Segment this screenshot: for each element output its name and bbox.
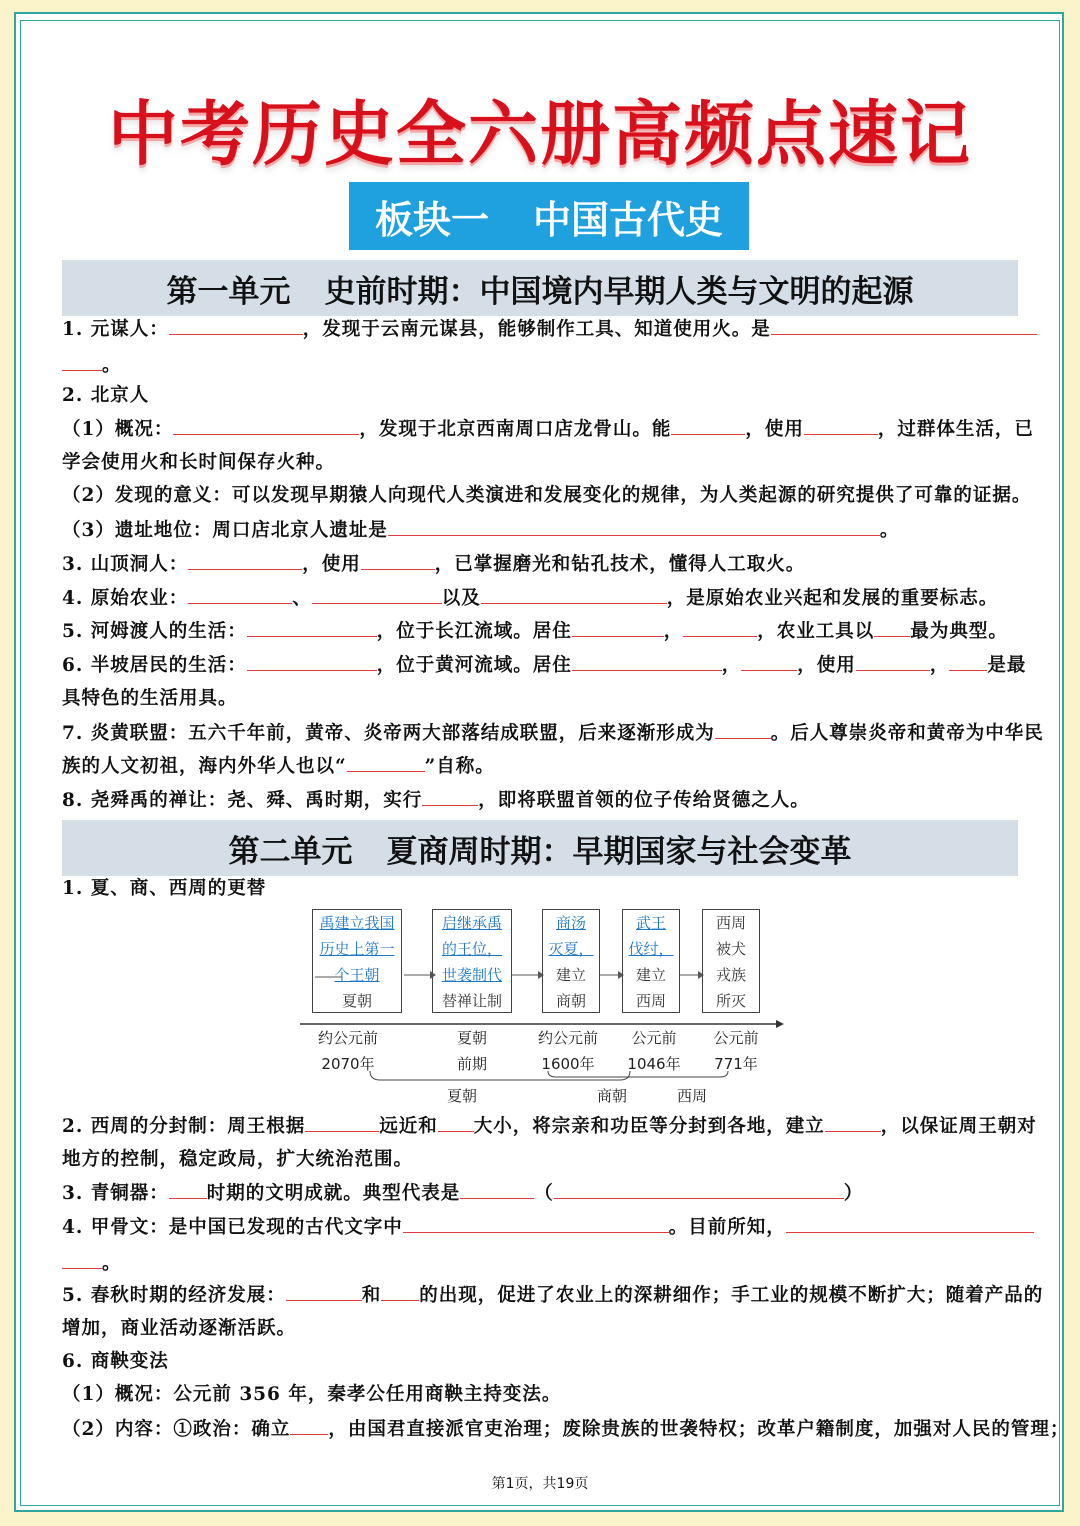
unit-1-header: [62, 260, 1018, 316]
timeline-tick-label: 771年: [714, 1055, 758, 1073]
event-box-line: 的王位，: [441, 940, 502, 958]
event-box-line: 替禅让制: [441, 992, 502, 1010]
u1-line-9: 5. 河姆渡人的生活： ，位于长江流域。居住 ， ，农业工具以 最为典型。: [62, 618, 1018, 645]
timeline-tick-label: 约公元前: [537, 1029, 598, 1047]
u1-line-6: （3）遗址地位：周口店北京人遗址是 。: [62, 517, 1018, 544]
u2-line-4: 3. 青铜器： 时期的文明成就。典型代表是 （ ）: [62, 1180, 1018, 1207]
u1-line-8: 4. 原始农业： 、 以及 ，是原始农业兴起和发展的重要标志。: [62, 585, 1018, 612]
u2-line-8: 增加，商业活动逐渐活跃。: [62, 1318, 297, 1339]
event-box-line: 武王: [635, 914, 666, 932]
u1-line-12: 7. 炎黄联盟：五六千年前，黄帝、炎帝两大部落结成联盟，后来逐渐形成为 。后人尊崇炎帝和黄帝为中华民: [62, 720, 1018, 747]
u2-line-1: 1. 夏、商、西周的更替: [62, 878, 267, 899]
u2-line-6: 。: [62, 1250, 1018, 1277]
u2-line-2: 2. 西周的分封制：周王根据 远近和 大小，将宗亲和功臣等分封到各地，建立 ，以保证周王朝对: [62, 1113, 1018, 1140]
timeline-tick-label: 1600年: [541, 1055, 595, 1073]
arrow-head-3: [618, 971, 624, 979]
event-box-line: 世袭制代: [441, 966, 502, 984]
u1-line-13: 族的人文初祖，海内外华人也以“ ”自称。: [62, 753, 1018, 780]
u1-line-2: 2. 北京人: [62, 385, 150, 406]
period-label-xizhou: 西周: [676, 1087, 707, 1105]
arrow-head-1: [430, 971, 436, 979]
event-box-line: 建立: [555, 966, 586, 984]
u2-line-11: （2）内容：①政治：确立 ，由国君直接派官吏治理；废除贵族的世袭特权；改革户籍制度，加强对人民的管理；: [62, 1416, 1018, 1443]
unit-2-label: 第二单元: [228, 833, 353, 870]
event-box-line: 戎族: [715, 966, 746, 984]
event-box-line: 建立: [635, 966, 666, 984]
timeline-tick-label: 2070年: [321, 1055, 375, 1073]
unit-1-name: 史前时期：中国境内早期人类与文明的起源: [324, 273, 914, 310]
event-box-line: 所灭: [715, 992, 746, 1010]
event-box-line: 西周: [715, 914, 746, 932]
event-box-line: 个王朝: [334, 966, 380, 984]
u2-line-5: 4. 甲骨文：是中国已发现的古代文字中 。目前所知，: [62, 1214, 1018, 1241]
u1-line-5: （2）发现的意义：可以发现早期猿人向现代人类演进和发展变化的规律，为人类起源的研究提供了可靠的证据。: [62, 485, 1032, 506]
u1-line-3: （1）概况： ，发现于北京西南周口店龙骨山。能 ，使用 ，过群体生活，已: [62, 416, 1018, 443]
u1-line-7: 3. 山顶洞人： ，使用 ，已掌握磨光和钻孔技术，懂得人工取火。: [62, 551, 1018, 578]
event-box-line: 被犬: [715, 940, 746, 958]
timeline-tick-label: 公元前: [713, 1029, 759, 1047]
event-box-line: 夏朝: [341, 992, 372, 1010]
u1-line-1: 1. 元谋人： ，发现于云南元谋县，能够制作工具、知道使用火。是: [62, 316, 1018, 343]
timeline-tick-label: 约公元前: [317, 1029, 378, 1047]
block-label: 板块一: [374, 197, 489, 242]
u2-line-10: （1）概况：公元前 356 年，秦孝公任用商鞅主持变法。: [62, 1384, 562, 1405]
dynasty-timeline-diagram: [290, 905, 790, 1105]
timeline-tick-label: 公元前: [631, 1029, 677, 1047]
timeline-arrowhead: [776, 1020, 784, 1028]
event-box-line: 灭夏，: [548, 940, 594, 958]
unit-1-label: 第一单元: [166, 273, 291, 310]
u2-line-3: 地方的控制，稳定政局，扩大统治范围。: [62, 1149, 414, 1170]
event-box-line: 伐纣，: [628, 940, 674, 958]
u1-line-4: 学会使用火和长时间保存火种。: [62, 452, 336, 473]
event-box-line: 禹建立我国: [319, 914, 395, 932]
timeline-tick-label: 夏朝: [456, 1029, 487, 1047]
event-box-line: 西周: [635, 992, 666, 1010]
u1-line-10: 6. 半坡居民的生活： ，位于黄河流域。居住 ， ，使用 ， 是最: [62, 652, 1018, 679]
unit-2-header: [62, 820, 1018, 876]
u2-line-7: 5. 春秋时期的经济发展： 和 的出现，促进了农业上的深耕细作；手工业的规模不断扩大；随着产品的: [62, 1282, 1018, 1309]
event-box-line: 商汤: [555, 914, 586, 932]
timeline-tick-label: 1046年: [627, 1055, 681, 1073]
block-name: 中国古代史: [533, 197, 724, 242]
arrow-head-2: [538, 971, 544, 979]
page-footer: 第1页，共19页: [491, 1476, 589, 1492]
page-title: 中考历史全六册高频点速记: [108, 93, 972, 175]
event-box-line: 启继承禹: [441, 914, 502, 932]
u1-line-1-cont: 。: [62, 352, 1018, 379]
arrow-head-4: [698, 971, 704, 979]
timeline-tick-label: 前期: [456, 1055, 487, 1073]
period-label-xia: 夏朝: [446, 1087, 477, 1105]
event-box-line: 历史上第一: [319, 940, 395, 958]
u2-line-9: 6. 商鞅变法: [62, 1351, 169, 1372]
block-header: [349, 182, 749, 250]
period-label-shang: 商朝: [596, 1087, 627, 1105]
u1-line-11: 具特色的生活用具。: [62, 688, 238, 709]
event-box-line: 商朝: [555, 992, 586, 1010]
unit-2-name: 夏商周时期：早期国家与社会变革: [386, 833, 852, 870]
u1-line-14: 8. 尧舜禹的禅让：尧、舜、禹时期，实行 ，即将联盟首领的位子传给贤德之人。: [62, 787, 1018, 814]
